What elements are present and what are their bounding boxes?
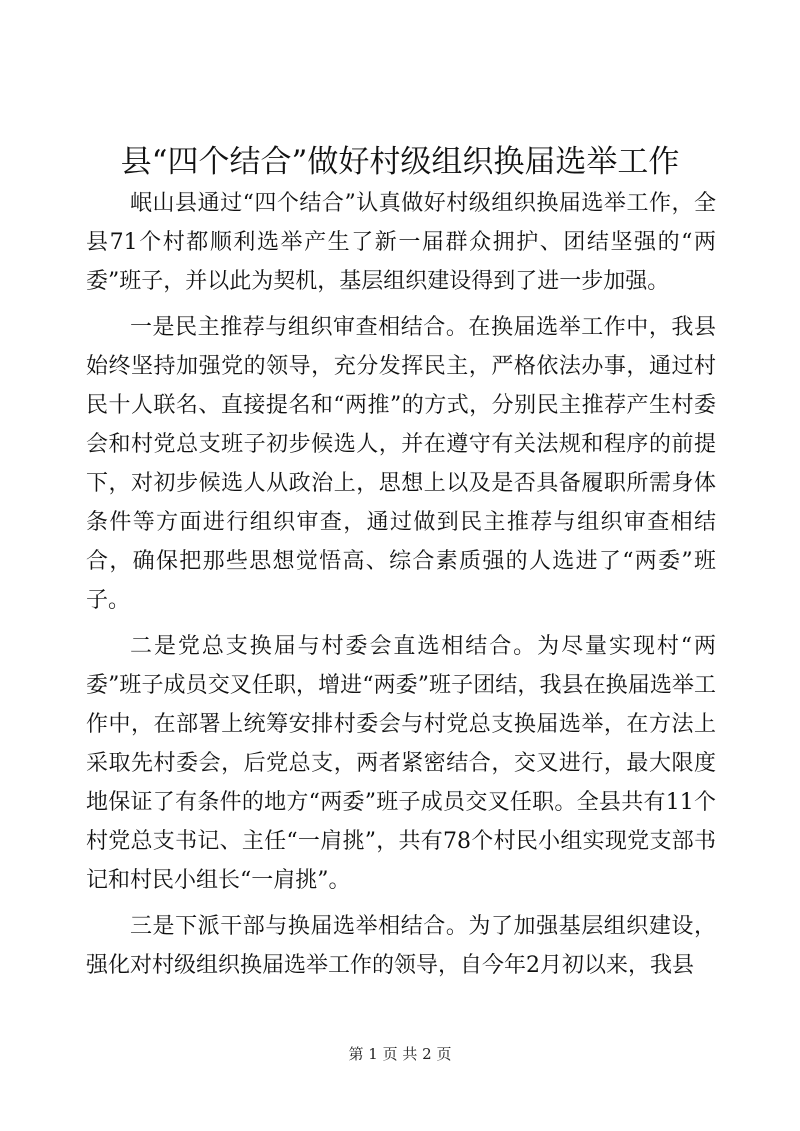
paragraph-point-two: 二是党总支换届与村委会直选相结合。为尽量实现村“两委”班子成员交叉任职，增进“两委”班子团结，我县在换届选举工作中，在部署上统筹安排村委会与村党总支换届选举，在方法上采取先村委会，后党总支，两者紧密结合，交叉进行，最大限度地保证了有条件的地方“两委”班子成员交叉任职。全县共有11个村党总支书记、主任“一肩挑”，共有78个村民小组实现党支部书记和村民小组长“一肩挑”。 — [86, 634, 716, 893]
paragraph-point-three: 三是下派干部与换届选举相结合。为了加强基层组织建设，强化对村级组织换届选举工作的领导，自今年2月初以来，我县 — [86, 914, 716, 978]
document-body — [86, 184, 716, 985]
document-title: 县“四个结合”做好村级组织换届选举工作 — [120, 144, 680, 180]
paragraph-intro: 岷山县通过“四个结合”认真做好村级组织换届选举工作，全县71个村都顺利选举产生了新一届群众拥护、团结坚强的“两委”班子，并以此为契机，基层组织建设得到了进一步加强。 — [86, 191, 716, 294]
paragraph-point-one: 一是民主推荐与组织审查相结合。在换届选举工作中，我县始终坚持加强党的领导，充分发挥民主，严格依法办事，通过村民十人联名、直接提名和“两推”的方式，分别民主推荐产生村委会和村党总支班子初步候选人，并在遵守有关法规和程序的前提下，对初步候选人从政治上，思想上以及是否具备履职所需身体条件等方面进行组织审查，通过做到民主推荐与组织审查相结合，确保把那些思想觉悟高、综合素质强的人选进了“两委”班子。 — [86, 315, 716, 613]
page-number-footer: 第 1 页 共 2 页 — [348, 1045, 452, 1063]
